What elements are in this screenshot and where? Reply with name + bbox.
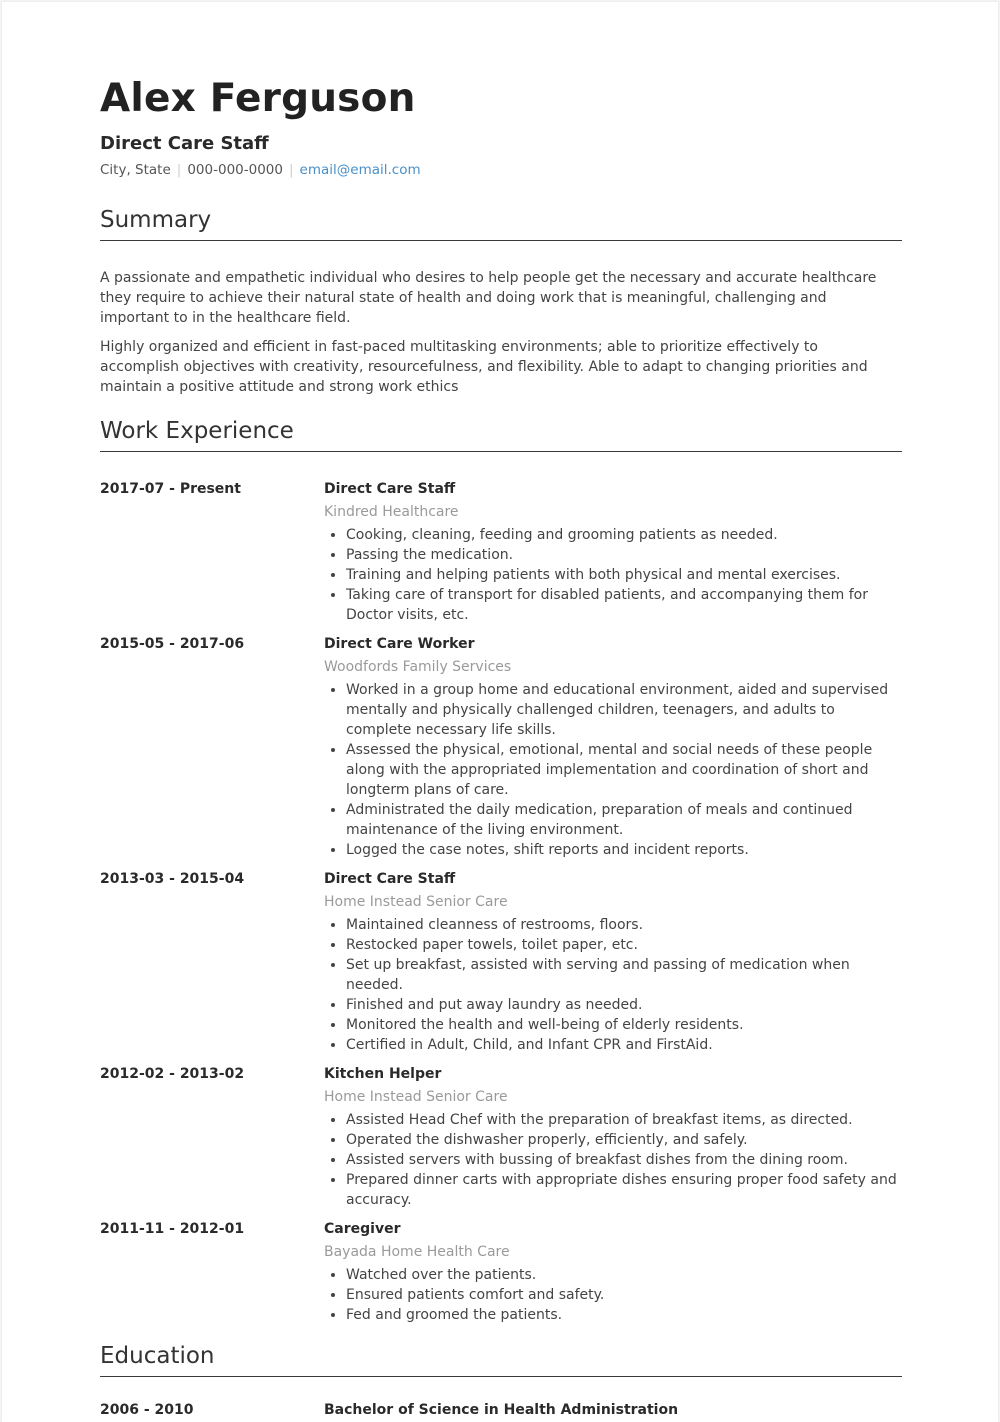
job-duty: • Training and helping patients with both physical and mental exercises.: [346, 565, 902, 585]
job-duty: • Fed and groomed the patients.: [346, 1305, 902, 1325]
job-duty: • Ensured patients comfort and safety.: [346, 1285, 902, 1305]
job-duty: • Operated the dishwasher properly, efficiently, and safely.: [346, 1130, 902, 1150]
job-duty: • Maintained cleanness of restrooms, floors.: [346, 915, 902, 935]
job-duty: • Assisted servers with bussing of breakfast dishes from the dining room.: [346, 1150, 902, 1170]
education-degree: Bachelor of Science in Health Administration: [324, 1402, 679, 1418]
job-duty: • Administrated the daily medication, preparation of meals and continued maintenance of the living environment.: [346, 800, 902, 840]
section-title-summary: Summary: [100, 207, 902, 241]
job-duty: • Assessed the physical, emotional, mental and social needs of these people along with the appropriated implementation and coordination of short and longterm plans of care.: [346, 740, 902, 800]
job-duty: • Monitored the health and well-being of elderly residents.: [346, 1015, 902, 1035]
job-duty: • Set up breakfast, assisted with serving and passing of medication when needed.: [346, 955, 902, 995]
education-dates: 2006 - 2010: [100, 1402, 194, 1418]
summary-paragraph: A passionate and empathetic individual who desires to help people get the necessary and accurate healthcare they require to achieve their natural state of health and doing work that is meaningful, challenging and important to in the healthcare field.: [100, 270, 877, 326]
work-experience-list: [100, 478, 902, 1333]
job-details: [324, 633, 902, 860]
candidate-role: Direct Care Staff: [100, 133, 269, 154]
job-company: Woodfords Family Services: [324, 659, 512, 675]
job-company: Kindred Healthcare: [324, 504, 459, 520]
job-company: Home Instead Senior Care: [324, 1089, 508, 1105]
job-duty: • Worked in a group home and educational environment, aided and supervised mentally and physically challenged children, teenagers, and adults to complete necessary life skills.: [346, 680, 902, 740]
job-entry: [100, 633, 902, 860]
job-duties: [324, 1265, 902, 1325]
job-title: Direct Care Worker: [324, 636, 475, 652]
contact-separator: |: [176, 162, 182, 178]
section-title-education: Education: [100, 1343, 902, 1377]
contact-separator: |: [288, 162, 294, 178]
job-company: Home Instead Senior Care: [324, 894, 508, 910]
job-duties: [324, 680, 902, 860]
job-duties: [324, 1110, 902, 1210]
job-dates: 2012-02 - 2013-02: [100, 1066, 245, 1082]
job-duty: • Cooking, cleaning, feeding and grooming patients as needed.: [346, 525, 902, 545]
job-details: [324, 1063, 902, 1210]
candidate-name: Alex Ferguson: [100, 76, 416, 121]
job-entry: [100, 1218, 902, 1325]
job-duties: [324, 525, 902, 625]
job-duty: • Watched over the patients.: [346, 1265, 902, 1285]
job-entry: [100, 868, 902, 1055]
job-duty: • Assisted Head Chef with the preparation of breakfast items, as directed.: [346, 1110, 902, 1130]
job-details: [324, 1218, 902, 1325]
contact-phone: 000-000-0000: [187, 162, 283, 178]
job-duty: • Restocked paper towels, toilet paper, etc.: [346, 935, 902, 955]
contact-location: City, State: [100, 162, 171, 178]
job-title: Direct Care Staff: [324, 871, 456, 887]
job-duty: • Taking care of transport for disabled patients, and accompanying them for Doctor visits, etc.: [346, 585, 902, 625]
resume-page: [2, 2, 998, 1422]
contact-line: [100, 162, 421, 178]
job-duty: • Passing the medication.: [346, 545, 902, 565]
job-title: Direct Care Staff: [324, 481, 456, 497]
job-duties: [324, 915, 902, 1055]
contact-email-link[interactable]: email@email.com: [299, 162, 421, 178]
job-duty: • Logged the case notes, shift reports and incident reports.: [346, 840, 902, 860]
job-duty: • Prepared dinner carts with appropriate dishes ensuring proper food safety and accuracy.: [346, 1170, 902, 1210]
summary-paragraph: Highly organized and efficient in fast-paced multitasking environments; able to prioritize effectively to accomplish objectives with creativity, resourcefulness, and flexibility. Able to adapt to changing priorities and maintain a positive attitude and strong work ethics: [100, 339, 868, 395]
job-entry: [100, 1063, 902, 1210]
job-duty: • Certified in Adult, Child, and Infant CPR and FirstAid.: [346, 1035, 902, 1055]
job-title: Caregiver: [324, 1221, 401, 1237]
job-dates: 2011-11 - 2012-01: [100, 1221, 245, 1237]
job-title: Kitchen Helper: [324, 1066, 442, 1082]
job-details: [324, 868, 902, 1055]
job-details: [324, 478, 902, 625]
job-company: Bayada Home Health Care: [324, 1244, 510, 1260]
job-dates: 2013-03 - 2015-04: [100, 871, 245, 887]
education-entry: [100, 1400, 902, 1420]
job-dates: 2015-05 - 2017-06: [100, 636, 245, 652]
job-duty: • Finished and put away laundry as needed.: [346, 995, 902, 1015]
job-dates: 2017-07 - Present: [100, 481, 241, 497]
summary-block: [100, 268, 900, 406]
section-title-work: Work Experience: [100, 418, 902, 452]
job-entry: [100, 478, 902, 625]
